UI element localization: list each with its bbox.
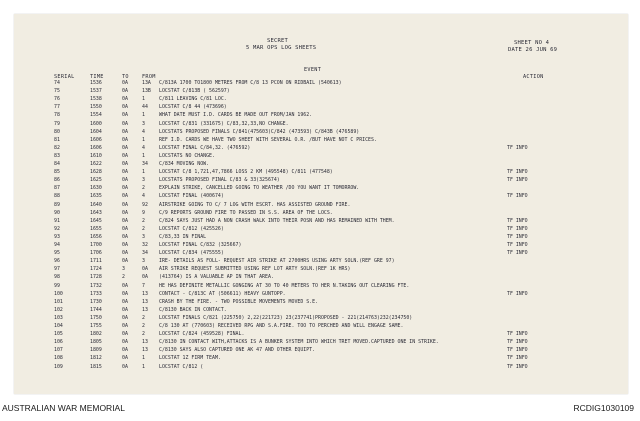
col-to: TO bbox=[122, 74, 129, 80]
log-event: CRASH BY THE FIRE. - TWO POSSIBLE MOVEMENTS MOVED S.E. bbox=[159, 298, 318, 305]
log-event: C/9 REPORTS GROUND FIRE TO PASSED IN S.S. AREA OF THE LOCS. bbox=[159, 209, 333, 216]
log-action: TF INFO bbox=[507, 347, 528, 354]
log-event: LOCSTAT C/831 (331675) C/83,32,33,NO CHANGE. bbox=[159, 120, 289, 127]
col-serial: SERIAL bbox=[54, 74, 75, 80]
log-to: 0A bbox=[122, 233, 128, 240]
log-from: 9 bbox=[142, 209, 145, 216]
log-to: 0A bbox=[122, 201, 128, 208]
log-time: 1706 bbox=[90, 250, 102, 257]
log-action: TF INFO bbox=[507, 225, 528, 232]
log-time: 1606 bbox=[90, 136, 102, 143]
log-event: LOCSTAT 1Z FIRM TEAM. bbox=[159, 355, 221, 362]
log-event: LOCSTAT C/8 44 (473696) bbox=[159, 104, 227, 111]
classification-heading: SECRET bbox=[267, 38, 289, 44]
log-serial: 94 bbox=[54, 242, 60, 248]
log-serial: 74 bbox=[54, 80, 60, 86]
log-to: 0A bbox=[122, 88, 128, 95]
log-event: REF I.D. CARDS WE HAVE TWO SHEET WITH SEVERAL O.R. /BUT HAVE NOT C PRICES. bbox=[159, 136, 377, 143]
log-action: TF INFO bbox=[507, 144, 528, 151]
log-serial: 92 bbox=[54, 225, 60, 232]
log-serial: 96 bbox=[54, 258, 60, 265]
log-from: 3 bbox=[142, 233, 145, 240]
sheet-subtitle: 5 MAR OPS LOG SHEETS bbox=[246, 45, 317, 51]
log-to: 0A bbox=[122, 128, 128, 135]
log-time: 1655 bbox=[90, 225, 102, 232]
log-time: 1755 bbox=[90, 323, 102, 329]
log-action: TF INFO bbox=[507, 217, 528, 224]
log-event: C/8130 IN CONTACT WITH,ATTACKS IS A BUNKER SYSTEM INTO WHICH TRET MOVED.CAPTURED ONE IN STRIKE. bbox=[159, 339, 439, 346]
log-time: 1606 bbox=[90, 144, 102, 151]
log-time: 1610 bbox=[90, 152, 102, 159]
log-time: 1645 bbox=[90, 217, 102, 224]
log-from: 1 bbox=[142, 96, 145, 103]
log-from: 1 bbox=[142, 152, 145, 159]
sheet-date: DATE 26 JUN 69 bbox=[508, 47, 558, 53]
log-sheet bbox=[14, 14, 628, 394]
log-time: 1805 bbox=[90, 339, 102, 346]
log-from: 44 bbox=[142, 104, 148, 111]
log-from: 3 bbox=[142, 120, 145, 127]
log-event: WHAT DATE MUST I.D. CARDS BE MADE OUT FROM/JAN 1962. bbox=[159, 112, 313, 119]
log-from: 32 bbox=[142, 242, 148, 248]
log-to: 0A bbox=[122, 290, 128, 297]
log-event: C/8 130 AT (770603) RECEIVED RPG AND S.A.FIRE. TOO TO PERCHED AND WILL ENGAGE SAME. bbox=[159, 323, 404, 329]
log-from: 1 bbox=[142, 169, 145, 176]
log-event: C/811 LEAVING C/81 LOC. bbox=[159, 96, 227, 103]
log-event: AIR STRIKE REQUEST SUBMITTED USING REF LOT ARTY SOLN.(REF 1K HRS) bbox=[159, 266, 351, 273]
log-to: 0A bbox=[122, 209, 128, 216]
log-event: LOCSTAT FINAL (400674) bbox=[159, 193, 224, 200]
sheet-number: SHEET NO 4 bbox=[514, 40, 550, 46]
log-event: C/8130 SAYS ALSO CAPTURED ONE AK 47 AND OTHER EQUIPT. bbox=[159, 347, 316, 354]
log-to: 0A bbox=[122, 363, 128, 370]
log-to: 0A bbox=[122, 112, 128, 119]
log-from: 7 bbox=[142, 282, 145, 289]
log-from: 1 bbox=[142, 112, 145, 119]
log-serial: 95 bbox=[54, 250, 60, 257]
log-to: 0A bbox=[122, 258, 128, 265]
log-event: C/834 MOVING NOW. bbox=[159, 161, 210, 167]
log-time: 1802 bbox=[90, 331, 102, 338]
log-to: 0A bbox=[122, 347, 128, 354]
log-to: 0A bbox=[122, 193, 128, 200]
log-serial: 88 bbox=[54, 193, 60, 200]
log-to: 0A bbox=[122, 298, 128, 305]
log-action: TF INFO bbox=[507, 355, 528, 362]
log-to: 0A bbox=[122, 185, 128, 192]
log-to: 0A bbox=[122, 282, 128, 289]
log-from: 0A bbox=[142, 266, 148, 273]
log-event: C/8130 BACK IN CONTACT. bbox=[159, 306, 227, 313]
log-event: LOCSTAT FINAL C/84,32. (476592) bbox=[159, 144, 251, 151]
log-serial: 107 bbox=[54, 347, 63, 354]
log-time: 1744 bbox=[90, 306, 102, 313]
log-serial: 75 bbox=[54, 88, 60, 95]
log-event: LOCSTAT FINALS C/821 (225750) 2,22(221723) 23(237741)PROPOSED - 221(214763)232(234750) bbox=[159, 314, 413, 321]
log-serial: 91 bbox=[54, 217, 60, 224]
log-to: 2 bbox=[122, 274, 125, 281]
log-action: TF INFO bbox=[507, 169, 528, 176]
log-from: 2 bbox=[142, 323, 145, 329]
log-action: TF INFO bbox=[507, 250, 528, 257]
log-to: 0A bbox=[122, 314, 128, 321]
log-event: C/83,33 IN FINAL bbox=[159, 233, 207, 240]
log-from: 1 bbox=[142, 363, 145, 370]
col-from: FROM bbox=[142, 74, 156, 80]
log-to: 0A bbox=[122, 323, 128, 329]
log-serial: 78 bbox=[54, 112, 60, 119]
log-time: 1630 bbox=[90, 185, 102, 192]
log-time: 1622 bbox=[90, 161, 102, 167]
log-event: LOCSTATS PROPOSED FINAL C/83 & 33(325674) bbox=[159, 177, 280, 184]
log-time: 1728 bbox=[90, 274, 102, 281]
log-serial: 102 bbox=[54, 306, 63, 313]
log-time: 1537 bbox=[90, 88, 102, 95]
log-event: LOCSTATS PROPOSED FINALS C/841(475603)C/842 (473593) C/843B (476589) bbox=[159, 128, 360, 135]
archive-reference: RCDIG1030109 bbox=[573, 403, 634, 413]
log-serial: 80 bbox=[54, 128, 60, 135]
log-from: 92 bbox=[142, 201, 148, 208]
log-time: 1750 bbox=[90, 314, 102, 321]
log-time: 1628 bbox=[90, 169, 102, 176]
log-to: 0A bbox=[122, 136, 128, 143]
log-to: 0A bbox=[122, 225, 128, 232]
log-event: LOCSTAT C/813B ( 562597) bbox=[159, 88, 230, 95]
log-to: 0A bbox=[122, 169, 128, 176]
log-from: 2 bbox=[142, 185, 145, 192]
log-event: LOCSTAT C/8 1,721,47,7866 LOSS 2 KM (495548) C/811 (477548) bbox=[159, 169, 333, 176]
log-time: 1550 bbox=[90, 104, 102, 111]
log-serial: 108 bbox=[54, 355, 63, 362]
log-time: 1640 bbox=[90, 201, 102, 208]
log-serial: 104 bbox=[54, 323, 63, 329]
log-time: 1724 bbox=[90, 266, 102, 273]
log-serial: 99 bbox=[54, 282, 60, 289]
log-time: 1536 bbox=[90, 80, 102, 86]
log-to: 0A bbox=[122, 144, 128, 151]
log-to: 0A bbox=[122, 104, 128, 111]
log-action: TF INFO bbox=[507, 193, 528, 200]
log-to: 0A bbox=[122, 355, 128, 362]
col-action: ACTION bbox=[523, 74, 544, 80]
log-time: 1730 bbox=[90, 298, 102, 305]
log-action: TF INFO bbox=[507, 363, 528, 370]
log-serial: 89 bbox=[54, 201, 60, 208]
log-event: LOCSTAT C/812 ( bbox=[159, 363, 204, 370]
log-serial: 76 bbox=[54, 96, 60, 103]
log-action: TF INFO bbox=[507, 331, 528, 338]
log-time: 1809 bbox=[90, 347, 102, 354]
log-serial: 81 bbox=[54, 136, 60, 143]
log-action: TF INFO bbox=[507, 242, 528, 248]
log-event: LOCSTAT C/834 (475555) bbox=[159, 250, 224, 257]
log-serial: 85 bbox=[54, 169, 60, 176]
log-to: 0A bbox=[122, 339, 128, 346]
log-from: 2 bbox=[142, 331, 145, 338]
log-event: C/813A 1700 TO1800 METRES FROM C/8 13 PCON ON RIDBAIL (540613) bbox=[159, 80, 342, 86]
log-serial: 103 bbox=[54, 314, 63, 321]
log-serial: 77 bbox=[54, 104, 60, 111]
log-from: 13A bbox=[142, 80, 151, 86]
log-serial: 87 bbox=[54, 185, 60, 192]
log-serial: 90 bbox=[54, 209, 60, 216]
log-time: 1625 bbox=[90, 177, 102, 184]
log-from: 4 bbox=[142, 193, 145, 200]
log-time: 1656 bbox=[90, 233, 102, 240]
log-from: 2 bbox=[142, 225, 145, 232]
col-time: TIME bbox=[90, 74, 104, 80]
log-time: 1733 bbox=[90, 290, 102, 297]
log-to: 3 bbox=[122, 266, 125, 273]
log-to: 0A bbox=[122, 161, 128, 167]
log-to: 0A bbox=[122, 217, 128, 224]
log-event: IRE- DETAILS AS FOLL- REQUEST AIR STRIKE AT 2700HRS USING ARTY SOLN.(REF GRE 97) bbox=[159, 258, 395, 265]
log-from: 3 bbox=[142, 177, 145, 184]
log-time: 1815 bbox=[90, 363, 102, 370]
log-serial: 98 bbox=[54, 274, 60, 281]
log-from: 34 bbox=[142, 250, 148, 257]
log-event: LOCSTAT FINAL C/832 (325667) bbox=[159, 242, 242, 248]
log-serial: 84 bbox=[54, 161, 60, 167]
log-to: 0A bbox=[122, 177, 128, 184]
log-to: 0A bbox=[122, 331, 128, 338]
log-time: 1604 bbox=[90, 128, 102, 135]
log-serial: 101 bbox=[54, 298, 63, 305]
log-event: HE HAS DEFINITE METALLIC GONGING AT 30 TO 40 METERS TO HER N.TAKING OUT CLEARING FTE. bbox=[159, 282, 410, 289]
log-time: 1812 bbox=[90, 355, 102, 362]
log-to: 0A bbox=[122, 120, 128, 127]
log-to: 0A bbox=[122, 242, 128, 248]
log-to: 0A bbox=[122, 250, 128, 257]
log-from: 4 bbox=[142, 144, 145, 151]
log-from: 2 bbox=[142, 314, 145, 321]
log-action: TF INFO bbox=[507, 233, 528, 240]
log-action: TF INFO bbox=[507, 177, 528, 184]
log-time: 1554 bbox=[90, 112, 102, 119]
log-event: CONTACT - C/813C AT (506611) HEAVY GUNTOPP. bbox=[159, 290, 286, 297]
log-from: 4 bbox=[142, 128, 145, 135]
log-event: LOCSTATS NO CHANGE. bbox=[159, 152, 215, 159]
log-time: 1711 bbox=[90, 258, 102, 265]
log-serial: 100 bbox=[54, 290, 63, 297]
log-event: LOCSTAT C/812 (425526) bbox=[159, 225, 224, 232]
log-to: 0A bbox=[122, 152, 128, 159]
log-from: 0A bbox=[142, 274, 148, 281]
log-time: 1700 bbox=[90, 242, 102, 248]
log-time: 1600 bbox=[90, 120, 102, 127]
log-time: 1538 bbox=[90, 96, 102, 103]
log-from: 1 bbox=[142, 136, 145, 143]
log-from: 2 bbox=[142, 217, 145, 224]
log-to: 0A bbox=[122, 306, 128, 313]
log-from: 13 bbox=[142, 347, 148, 354]
log-serial: 79 bbox=[54, 120, 60, 127]
log-serial: 105 bbox=[54, 331, 63, 338]
log-from: 13 bbox=[142, 298, 148, 305]
log-to: 0A bbox=[122, 96, 128, 103]
log-action: TF INFO bbox=[507, 339, 528, 346]
log-from: 3 bbox=[142, 258, 145, 265]
log-action: TF INFO bbox=[507, 290, 528, 297]
log-time: 1732 bbox=[90, 282, 102, 289]
log-event: (413764) IS A VALUABLE AP IN THAT AREA. bbox=[159, 274, 274, 281]
log-to: 0A bbox=[122, 80, 128, 86]
col-event: EVENT bbox=[304, 67, 322, 73]
archive-credit: AUSTRALIAN WAR MEMORIAL bbox=[2, 403, 125, 413]
log-serial: 97 bbox=[54, 266, 60, 273]
log-from: 13 bbox=[142, 339, 148, 346]
log-event: AIRSTRIKE GOING TO C/ 7 LOG WITH ESCRT. HAS ASSISTED GROUND FIRE. bbox=[159, 201, 351, 208]
log-from: 34 bbox=[142, 161, 148, 167]
log-event: C/824 SAYS JUST HAD A NON CRASH WALK INTO THEIR POSN AND HAS REMAINED WITH THEM. bbox=[159, 217, 395, 224]
log-from: 13 bbox=[142, 306, 148, 313]
log-serial: 86 bbox=[54, 177, 60, 184]
log-serial: 106 bbox=[54, 339, 63, 346]
log-event: EXPLAIN STRIKE, CANCELLED GOING TO WEATHER /DO YOU WANT IT TOMORROW. bbox=[159, 185, 360, 192]
log-from: 13B bbox=[142, 88, 151, 95]
log-from: 1 bbox=[142, 355, 145, 362]
log-serial: 83 bbox=[54, 152, 60, 159]
log-from: 13 bbox=[142, 290, 148, 297]
log-serial: 82 bbox=[54, 144, 60, 151]
log-event: LOCSTAT C/824 (459528) FINAL. bbox=[159, 331, 245, 338]
log-serial: 93 bbox=[54, 233, 60, 240]
log-time: 1643 bbox=[90, 209, 102, 216]
log-time: 1635 bbox=[90, 193, 102, 200]
log-serial: 109 bbox=[54, 363, 63, 370]
